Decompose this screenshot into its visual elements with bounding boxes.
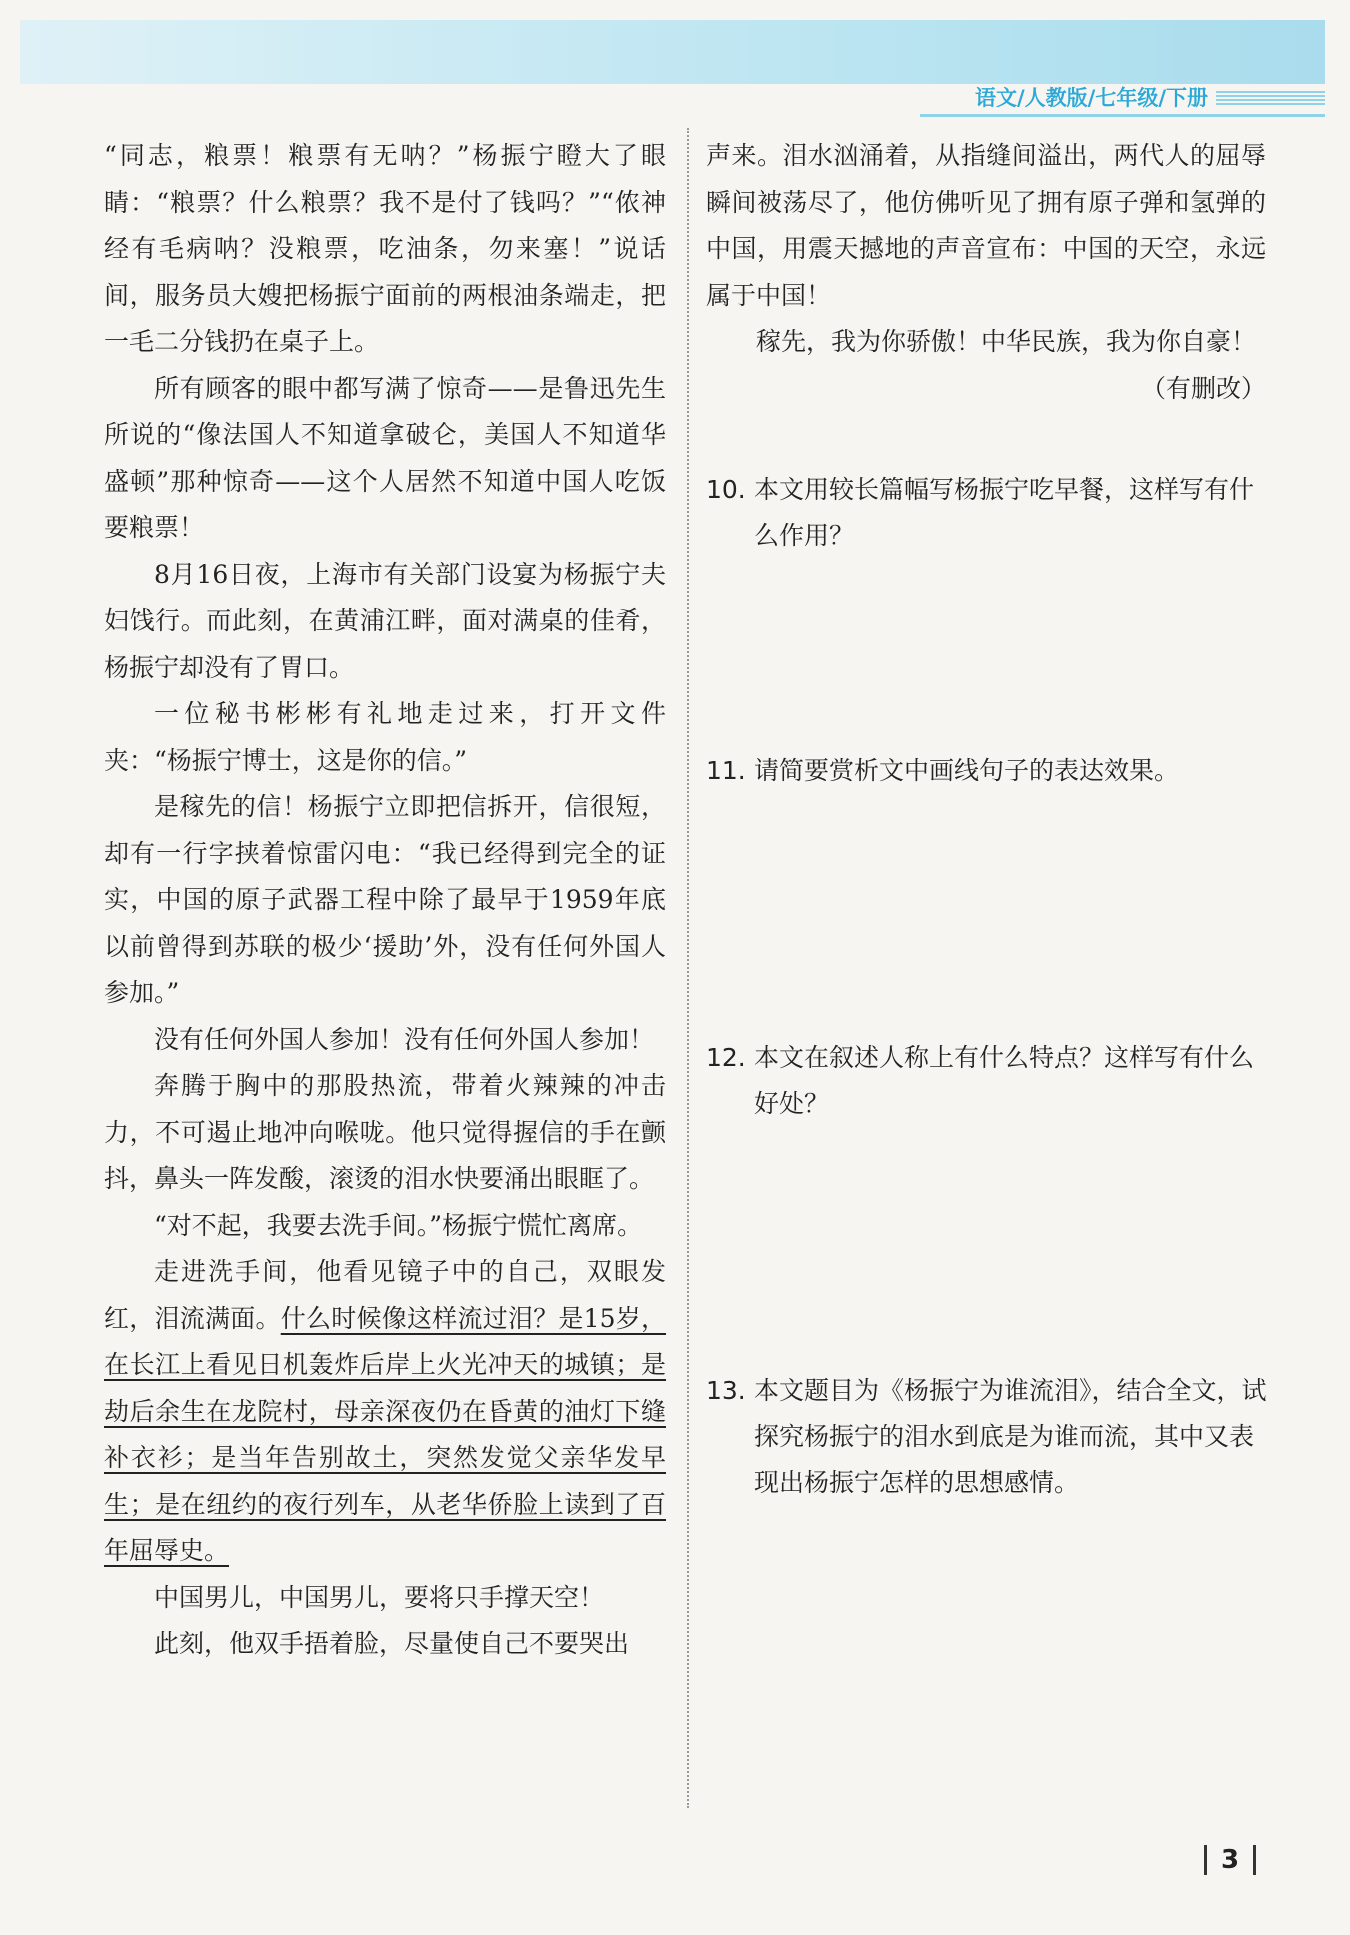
question-number: 11. <box>706 756 746 785</box>
book-label: 语文/人教版/七年级/下册 <box>975 86 1209 110</box>
paragraph: 8月16日夜，上海市有关部门设宴为杨振宁夫妇饯行。而此刻，在黄浦江畔，面对满桌的佳肴，杨振宁却没有了胃口。 <box>104 559 666 682</box>
question-number: 13. <box>706 1376 746 1405</box>
column-divider <box>687 128 689 1808</box>
header-stripes <box>1216 89 1325 105</box>
question-text: 本文在叙述人称上有什么特点？这样写有什么好处？ <box>754 1043 1255 1118</box>
paragraph: 所有顾客的眼中都写满了惊奇——是鲁迅先生所说的“像法国人不知道拿破仑，美国人不知道华盛顿”那种惊奇——这个人居然不知道中国人吃饭要粮票！ <box>104 373 666 542</box>
left-column <box>104 133 666 1668</box>
source-note: （有删改） <box>1140 373 1266 403</box>
paragraph: 稼先，我为你骄傲！中华民族，我为你自豪！ <box>756 327 1257 356</box>
question-text: 本文用较长篇幅写杨振宁吃早餐，这样写有什么作用？ <box>754 475 1255 550</box>
header-band <box>20 20 1325 84</box>
question-number: 10. <box>706 475 746 504</box>
paragraph: 一位秘书彬彬有礼地走过来，打开文件夹：“杨振宁博士，这是你的信。” <box>104 699 666 775</box>
page-number-bar-right <box>1253 1845 1256 1875</box>
paragraph: 没有任何外国人参加！没有任何外国人参加！ <box>154 1024 655 1054</box>
paragraph: “对不起，我要去洗手间。”杨振宁慌忙离席。 <box>154 1210 643 1240</box>
paragraph: “同志，粮票！粮票有无呐？”杨振宁瞪大了眼睛：“粮票？什么粮票？我不是付了钱吗？”“侬神经有毛病呐？没粮票，吃油条，勿来塞！”说话间，服务员大嫂把杨振宁面前的两根油条端走，把一毛二分钱扔在桌子上。 <box>104 141 666 356</box>
page-number <box>1190 1843 1270 1877</box>
question-text: 本文题目为《杨振宁为谁流泪》，结合全文，试探究杨振宁的泪水到底是为谁而流，其中又表现出杨振宁怎样的思想感情。 <box>754 1376 1267 1497</box>
question-11 <box>706 748 1268 794</box>
underlined-sentence: 什么时候像这样流过泪？是15岁，在长江上看见日机轰炸后岸上火光冲天的城镇；是劫后余生在龙院村，母亲深夜仍在昏黄的油灯下缝补衣衫；是当年告别故土，突然发觉父亲华发早生；是在纽约的夜行列车，从老华侨脸上读到了百年屈辱史。 <box>104 1303 666 1565</box>
question-12 <box>706 1035 1268 1127</box>
question-number: 12. <box>706 1043 746 1072</box>
paragraph: 是稼先的信！杨振宁立即把信拆开，信很短，却有一行字挟着惊雷闪电：“我已经得到完全的证实，中国的原子武器工程中除了最早于1959年底以前曾得到苏联的极少‘援助’外，没有任何外国人参加。” <box>104 792 666 1007</box>
paragraph: 此刻，他双手捂着脸，尽量使自己不要哭出 <box>154 1629 630 1658</box>
page-number-bar-left <box>1204 1845 1207 1875</box>
washroom-paragraph <box>104 1249 666 1575</box>
question-10 <box>706 467 1268 559</box>
question-text: 请简要赏析文中画线句子的表达效果。 <box>754 756 1180 785</box>
right-column <box>706 133 1266 412</box>
paragraph: 中国男儿，中国男儿，要将只手撑天空！ <box>154 1582 605 1612</box>
paragraph-start: 走进洗手间，他看见镜子中的自己，双眼发红，泪流满面。 <box>104 1257 666 1333</box>
paragraph: 声来。泪水汹涌着，从指缝间溢出，两代人的屈辱瞬间被荡尽了，他仿佛听见了拥有原子弹和氢弹的中国，用震天撼地的声音宣布：中国的天空，永远属于中国！ <box>706 141 1266 310</box>
header-bar <box>920 80 1325 117</box>
question-13 <box>706 1368 1268 1506</box>
paragraph: 奔腾于胸中的那股热流，带着火辣辣的冲击力，不可遏止地冲向喉咙。他只觉得握信的手在颤抖，鼻头一阵发酸，滚烫的泪水快要涌出眼眶了。 <box>104 1071 666 1193</box>
page-number-text: 3 <box>1221 1845 1240 1875</box>
